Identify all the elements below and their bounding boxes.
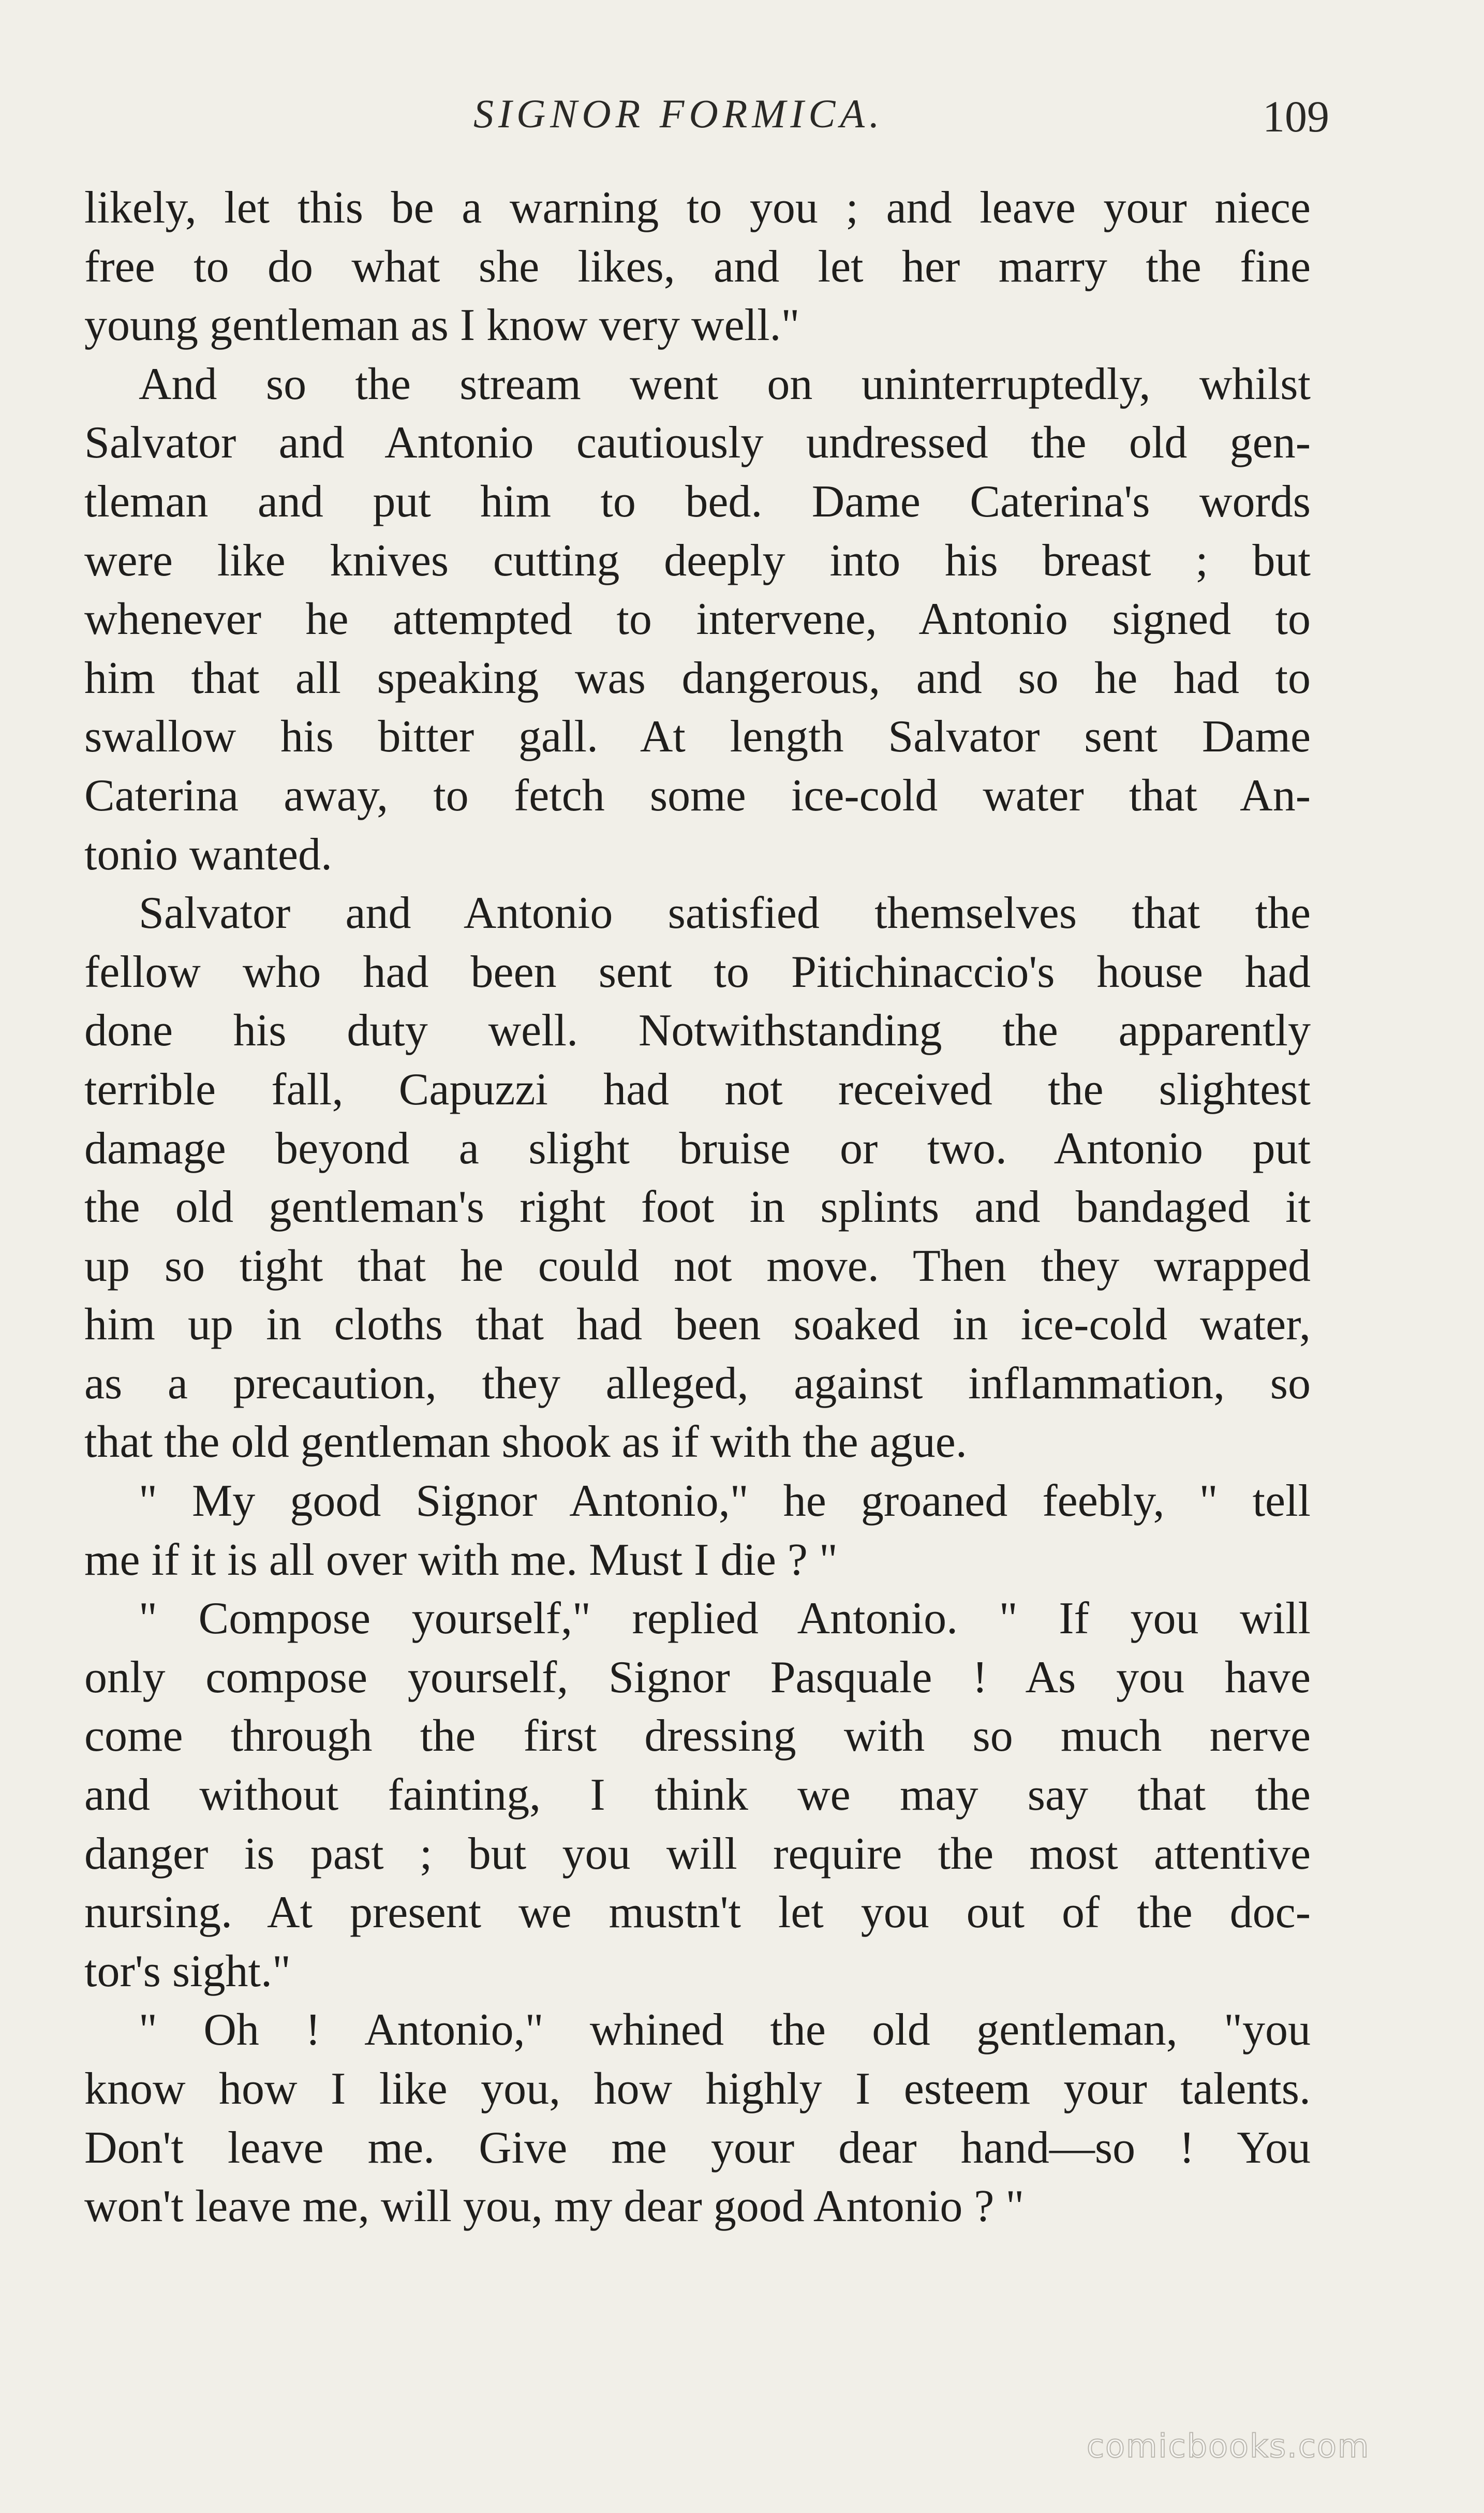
text-line: Salvator and Antonio cautiously undressed the old gen- <box>84 418 1311 468</box>
text-line: me if it is all over with me. Must I die ? " <box>84 1534 838 1585</box>
text-line: Don't leave me. Give me your dear hand—so ! You <box>84 2122 1311 2173</box>
text-line: swallow his bitter gall. At length Salvator sent Dame <box>84 712 1311 762</box>
text-line: And so the stream went on uninterruptedly, whilst <box>139 359 1311 409</box>
text-line: done his duty well. Notwithstanding the apparently <box>84 1006 1311 1056</box>
running-title: SIGNOR FORMICA. <box>473 91 884 136</box>
text-line: Caterina away, to fetch some ice-cold water that An- <box>84 770 1311 821</box>
text-line: know how I like you, how highly I esteem your talents. <box>84 2064 1311 2114</box>
text-line: and without fainting, I think we may say that the <box>84 1770 1311 1821</box>
text-line: him up in cloths that had been soaked in ice-cold water, <box>84 1299 1311 1350</box>
text-line: were like knives cutting deeply into his breast ; but <box>84 535 1311 586</box>
text-line: the old gentleman's right foot in splints and bandaged it <box>84 1182 1311 1233</box>
text-line: young gentleman as I know very well." <box>84 300 800 351</box>
text-line: him that all speaking was dangerous, and so he had to <box>84 653 1311 703</box>
text-line: up so tight that he could not move. Then they wrapped <box>84 1240 1311 1291</box>
text-line: tleman and put him to bed. Dame Caterina's words <box>84 476 1311 527</box>
text-line: come through the first dressing with so much nerve <box>84 1711 1311 1762</box>
text-line: damage beyond a slight bruise or two. Antonio put <box>84 1123 1311 1174</box>
text-line: fellow who had been sent to Pitichinaccio's house had <box>84 947 1311 997</box>
text-line: danger is past ; but you will require the most attentive <box>84 1828 1311 1879</box>
text-line: " Compose yourself," replied Antonio. " If you will <box>139 1593 1311 1644</box>
text-line: as a precaution, they alleged, against inflammation, so <box>84 1358 1311 1409</box>
text-line: whenever he attempted to intervene, Antonio signed to <box>84 594 1311 645</box>
watermark-text: comicbooks.com <box>1087 2427 1370 2465</box>
text-line: that the old gentleman shook as if with the ague. <box>84 1417 967 1468</box>
text-line: terrible fall, Capuzzi had not received the slightest <box>84 1064 1311 1115</box>
running-head <box>0 91 1484 153</box>
text-line: Salvator and Antonio satisfied themselves that the <box>139 888 1311 939</box>
text-line: nursing. At present we mustn't let you out of the doc- <box>84 1887 1311 1938</box>
text-line: tor's sight." <box>84 1946 291 1997</box>
text-line: " Oh ! Antonio," whined the old gentleman, "you <box>139 2005 1311 2056</box>
text-line: won't leave me, will you, my dear good Antonio ? " <box>84 2181 1025 2232</box>
text-line: " My good Signor Antonio," he groaned feebly, " tell <box>139 1476 1311 1527</box>
text-line: free to do what she likes, and let her marry the fine <box>84 241 1311 292</box>
body-text <box>84 179 1311 2236</box>
page-number: 109 <box>1263 92 1329 141</box>
text-line: tonio wanted. <box>84 829 333 880</box>
text-line: likely, let this be a warning to you ; and leave your niece <box>84 183 1311 233</box>
text-line: only compose yourself, Signor Pasquale ! As you have <box>84 1652 1311 1703</box>
